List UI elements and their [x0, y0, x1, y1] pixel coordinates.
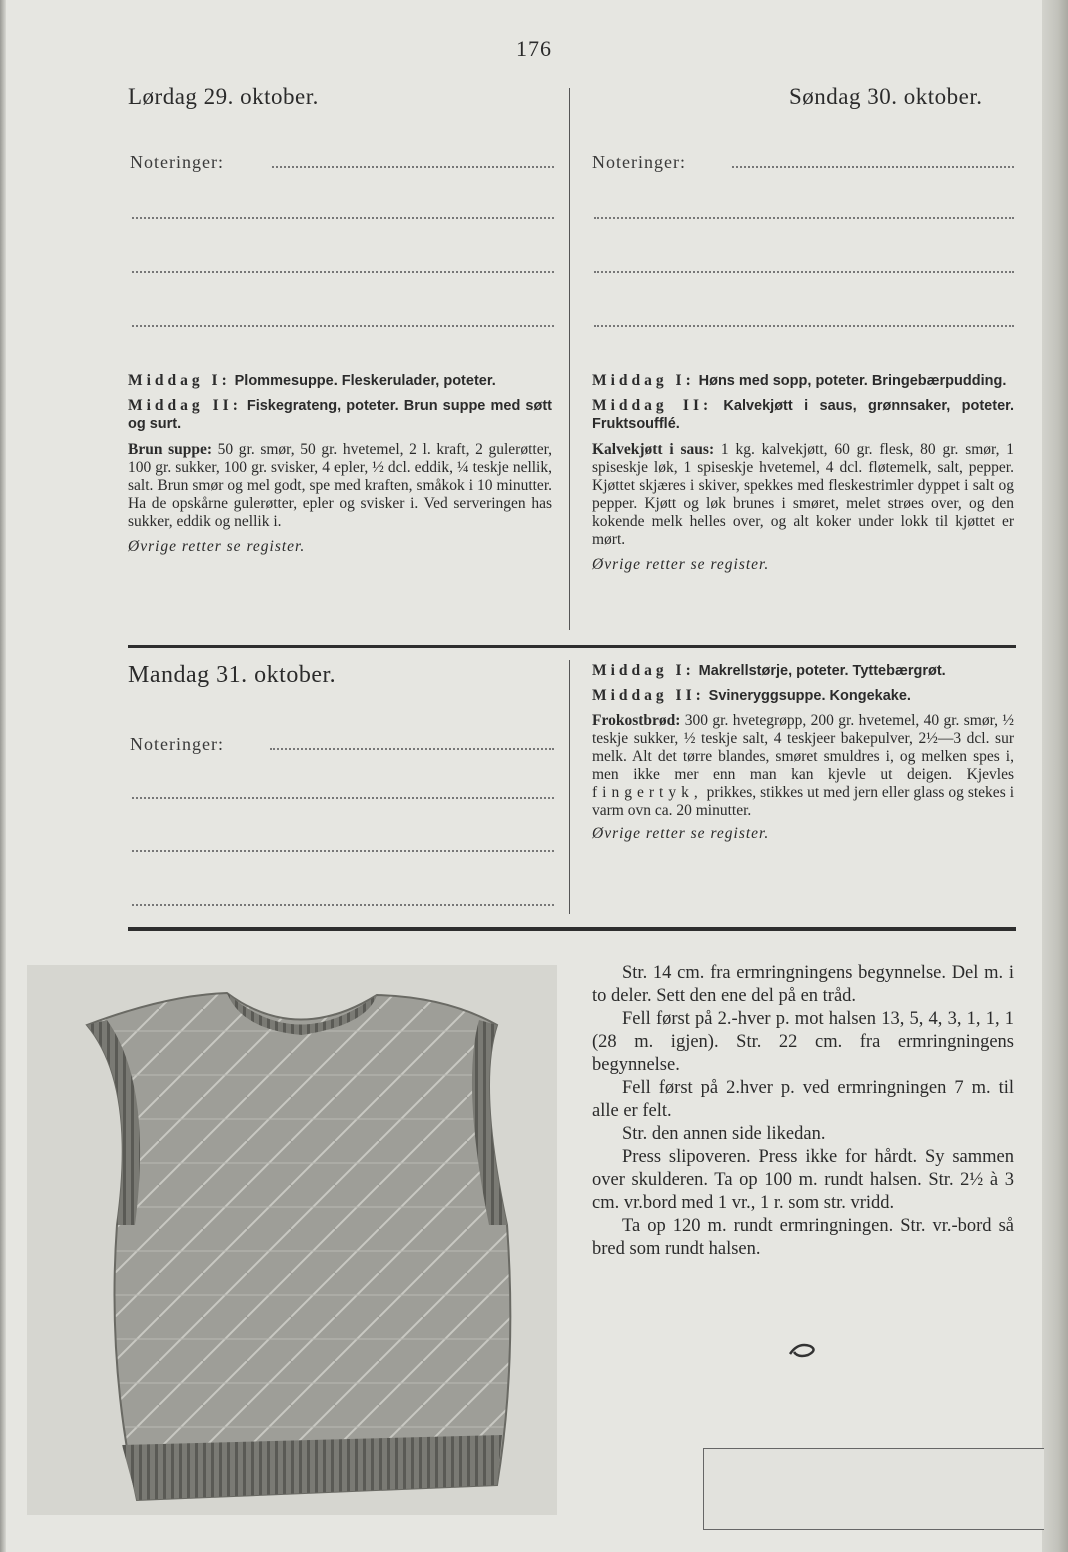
- recipe-text: 300 gr. hvetegrøpp, 200 gr. hvetemel, 40 gr. smør, ½ teskje sukker, ½ teskje salt, 4 teskjeer bakepulver, 2½—3 dcl. sur melk. Alt det tørre blandes, smøret smuldres i, og melken spes i, men ikke mer enn man kan kjevle ut deigen. Kjevles: [592, 712, 1015, 783]
- monday-heading: Mandag 31. oktober.: [128, 662, 337, 688]
- saturday-notes-line: [132, 325, 554, 327]
- monday-notes-line: [132, 904, 554, 906]
- saturday-notes-label: Noteringer:: [130, 152, 224, 172]
- other-dishes-note: Øvrige retter se register.: [592, 825, 770, 842]
- sunday-notes-line: [594, 217, 1014, 219]
- saturday-menu: [128, 372, 552, 563]
- dinner-label: Middag II:: [592, 687, 705, 704]
- dinner-label: Middag I:: [128, 372, 231, 389]
- monday-notes-line: [270, 748, 554, 750]
- instruction-paragraph: Str. den annen side likedan.: [622, 1124, 826, 1144]
- sunday-heading: Søndag 30. oktober.: [789, 84, 983, 109]
- column-divider: [569, 88, 570, 630]
- monday-menu: [592, 662, 1014, 850]
- recipe-text: 50 gr. smør, 50 gr. hvetemel, 2 l. kraft, 2 gulerøtter, 100 gr. sukker, 100 gr. svisker, 4 epler, ½ dcl. eddik, ¼ teskje nellik, salt. Brun smør og mel godt, spe med kraften, småkok i 10 minutter. Ha de opskårne gulerøtter, epler og svisker i. Ved serveringen has sukker, eddik og nellik i.: [128, 441, 552, 530]
- monday-notes-line: [132, 797, 554, 799]
- column-divider: [569, 660, 570, 914]
- instruction-paragraph: Press slipoveren. Press ikke for hårdt. Sy sammen over skulderen. Ta op 100 m. rundt halsen. Str. 2½ à 3 cm. vr.bord med 1 vr., 1 r. som str. vridd.: [592, 1147, 1014, 1213]
- knitting-instructions: [592, 962, 1014, 1261]
- dinner-text: Fiskegrateng, poteter. Brun suppe med søtt og surt.: [128, 398, 553, 432]
- sweater-vest-illustration: [27, 965, 557, 1515]
- section-rule: [128, 645, 1016, 648]
- ornament-icon: [786, 1340, 820, 1360]
- dinner-label: Middag II:: [592, 397, 713, 414]
- recipe-title: Brun suppe:: [128, 441, 213, 458]
- dinner-label: Middag I:: [592, 372, 695, 389]
- saturday-notes-line: [272, 166, 554, 168]
- instruction-paragraph: Fell først på 2.-hver p. mot halsen 13, 5, 4, 3, 1, 1, 1 (28 m. igjen). Str. 22 cm. fra ermringningens begynnelse.: [592, 1009, 1014, 1075]
- sunday-notes-label: Noteringer:: [592, 152, 686, 172]
- monday-notes-line: [132, 850, 554, 852]
- dinner-label: Middag II:: [128, 397, 242, 414]
- other-dishes-note: Øvrige retter se register.: [592, 556, 770, 573]
- dinner-text: Plommesuppe. Fleskerulader, poteter.: [234, 373, 496, 389]
- instruction-paragraph: Ta op 120 m. rundt ermringningen. Str. vr.-bord så bred som rundt halsen.: [592, 1216, 1014, 1259]
- recipe-title: Frokostbrød:: [592, 712, 681, 729]
- library-stamp-box: [703, 1448, 1044, 1530]
- section-rule: [128, 927, 1016, 931]
- sunday-notes-line: [594, 325, 1014, 327]
- recipe-text-spaced: fingertyk,: [592, 784, 703, 801]
- sunday-notes-line: [732, 166, 1014, 168]
- saturday-heading: Lørdag 29. oktober.: [128, 84, 319, 109]
- dinner-text: Kalvekjøtt i saus, grønnsaker, poteter. Fruktsoufflé.: [592, 398, 1014, 432]
- saturday-notes-line: [132, 217, 554, 219]
- page-binding-strip: [1042, 0, 1068, 1552]
- dinner-text: Makrellstørje, poteter. Tyttebærgrøt.: [698, 663, 946, 679]
- saturday-notes-line: [132, 271, 554, 273]
- instruction-paragraph: Fell først på 2.hver p. ved ermringningen 7 m. til alle er felt.: [592, 1078, 1014, 1121]
- page-number: 176: [516, 36, 552, 61]
- sweater-vest-photo: [27, 965, 557, 1515]
- sunday-notes-line: [594, 271, 1014, 273]
- dinner-text: Svineryggsuppe. Kongekake.: [708, 688, 911, 704]
- sunday-menu: [592, 372, 1014, 581]
- recipe-title: Kalvekjøtt i saus:: [592, 441, 715, 458]
- other-dishes-note: Øvrige retter se register.: [128, 538, 306, 555]
- recipe-text-end: prikkes, stikkes ut med jern eller glass og stekes i varm ovn ca. 20 minutter.: [592, 784, 1014, 819]
- monday-notes-label: Noteringer:: [130, 734, 224, 754]
- instruction-paragraph: Str. 14 cm. fra ermringningens begynnelse. Del m. i to deler. Sett den ene del på en tråd.: [592, 963, 1014, 1006]
- dinner-label: Middag I:: [592, 662, 695, 679]
- recipe-text: 1 kg. kalvekjøtt, 60 gr. flesk, 80 gr. smør, 1 spiseskje løk, 1 spiseskje hvetemel, 4 dcl. fløtemelk, salt, pepper. Kjøttet skjæres i skiver, spekkes med fleskestrimler dyppet i salt og pepper. Kjøtt og løk brunes i smøret, melet strøes over, og den kokende melk helles over, og alt koker under lokk til kjøttet er mørt.: [592, 441, 1015, 548]
- dinner-text: Høns med sopp, poteter. Bringebærpudding.: [698, 373, 1007, 389]
- page-edge-shadow: [0, 0, 6, 1552]
